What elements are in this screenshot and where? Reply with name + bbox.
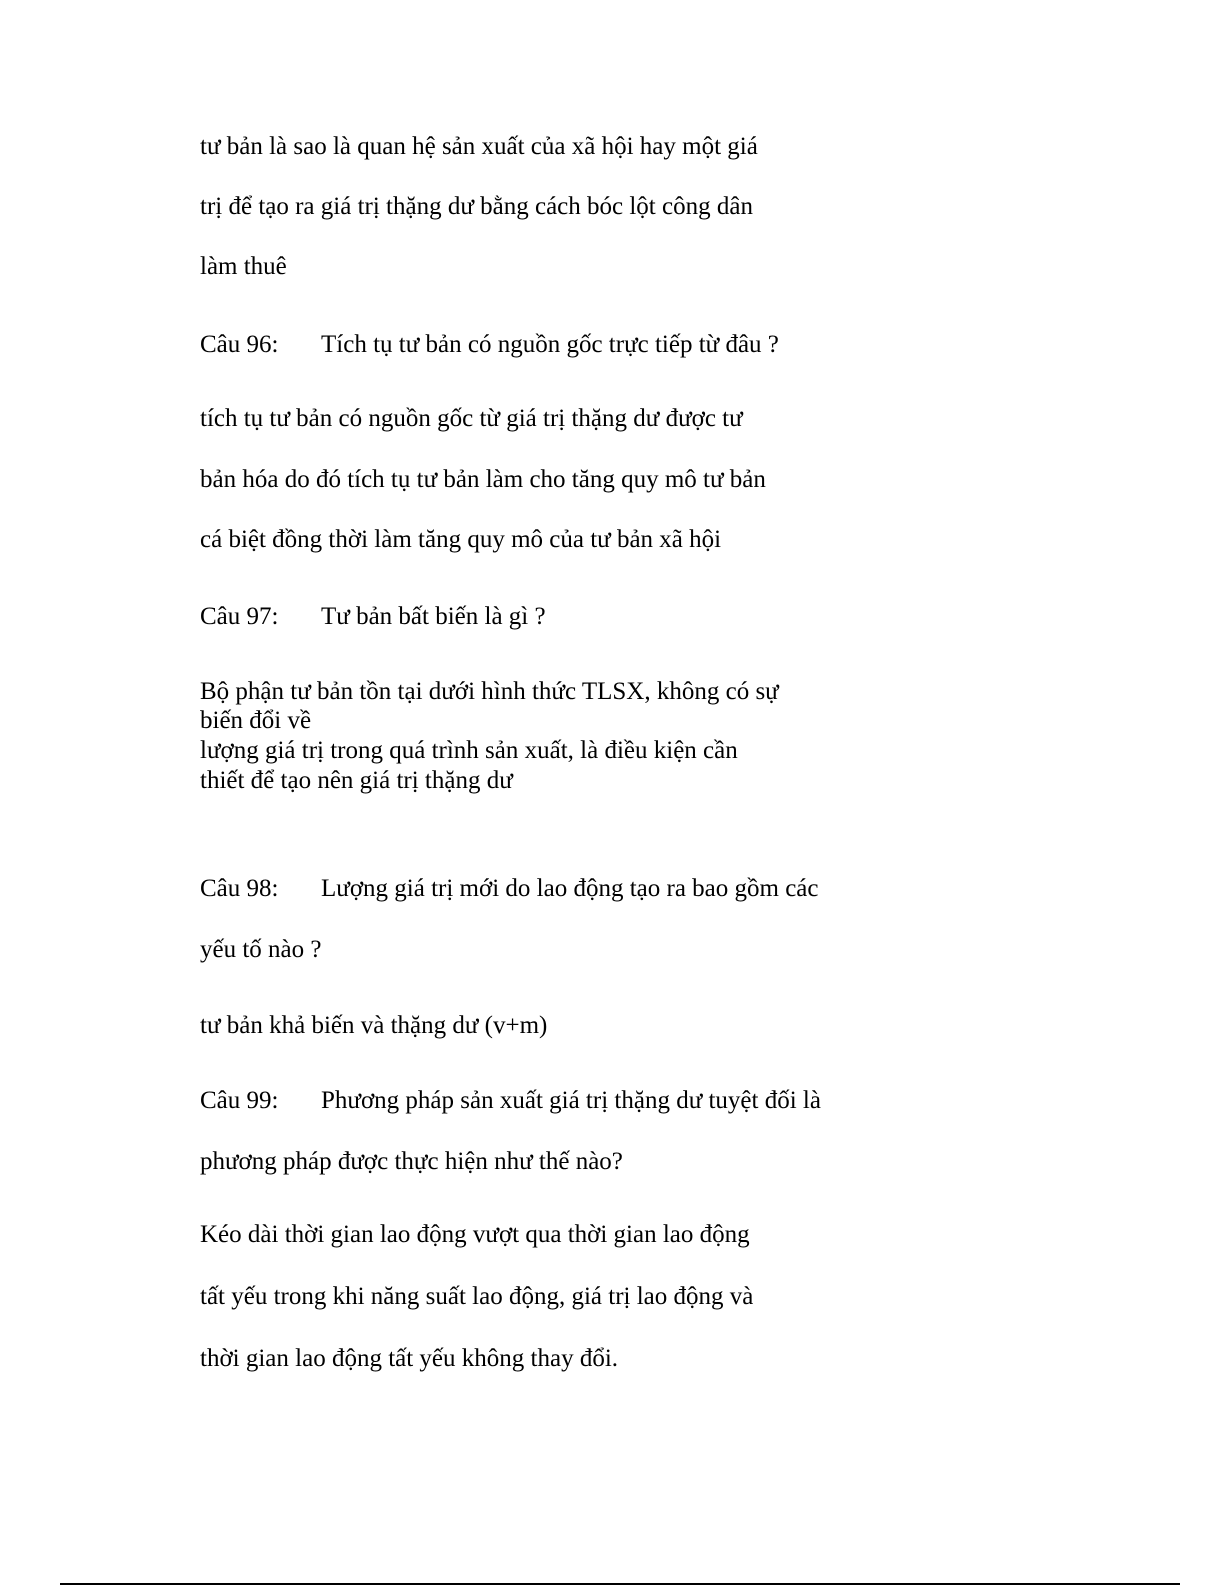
question-98-text-line-2: yếu tố nào ? [200, 936, 322, 963]
answer-99-line-2: tất yếu trong khi năng suất lao động, giá trị lao động và [200, 1283, 754, 1310]
answer-97-line-1: Bộ phận tư bản tồn tại dưới hình thức TLSX, không có sự [200, 678, 779, 705]
answer-96-line-2: bản hóa do đó tích tụ tư bản làm cho tăng quy mô tư bản [200, 466, 766, 493]
answer-97-line-2: biến đổi về [200, 707, 312, 734]
answer-99-line-3: thời gian lao động tất yếu không thay đổi. [200, 1345, 619, 1372]
question-96 [200, 330, 779, 360]
question-96-text: Tích tụ tư bản có nguồn gốc trực tiếp từ đâu ? [321, 331, 779, 358]
question-97-label: Câu 97: [200, 603, 279, 630]
answer-99-line-1: Kéo dài thời gian lao động vượt qua thời gian lao động [200, 1221, 750, 1248]
answer-98-line-1: tư bản khả biến và thặng dư (v+m) [200, 1012, 548, 1039]
question-97-text: Tư bản bất biến là gì ? [321, 603, 546, 630]
question-98-text-line-1: Lượng giá trị mới do lao động tạo ra bao gồm các [321, 875, 819, 902]
question-99 [200, 1086, 821, 1116]
answer-96-line-3: cá biệt đồng thời làm tăng quy mô của tư bản xã hội [200, 526, 722, 553]
question-98-label: Câu 98: [200, 875, 279, 902]
answer-95-line-2: trị để tạo ra giá trị thặng dư bằng cách bóc lột công dân [200, 193, 753, 220]
question-99-label: Câu 99: [200, 1087, 279, 1114]
question-96-label: Câu 96: [200, 331, 279, 358]
question-99-text-line-2: phương pháp được thực hiện như thế nào? [200, 1148, 623, 1175]
answer-95-line-3: làm thuê [200, 253, 287, 280]
question-99-text-line-1: Phương pháp sản xuất giá trị thặng dư tuyệt đối là [321, 1087, 821, 1114]
question-98 [200, 874, 819, 904]
answer-95-line-1: tư bản là sao là quan hệ sản xuất của xã hội hay một giá [200, 133, 758, 160]
answer-96-line-1: tích tụ tư bản có nguồn gốc từ giá trị thặng dư được tư [200, 405, 743, 432]
answer-97-line-3: lượng giá trị trong quá trình sản xuất, là điều kiện cần [200, 737, 738, 764]
question-97 [200, 602, 546, 632]
answer-97-line-4: thiết để tạo nên giá trị thặng dư [200, 767, 513, 794]
